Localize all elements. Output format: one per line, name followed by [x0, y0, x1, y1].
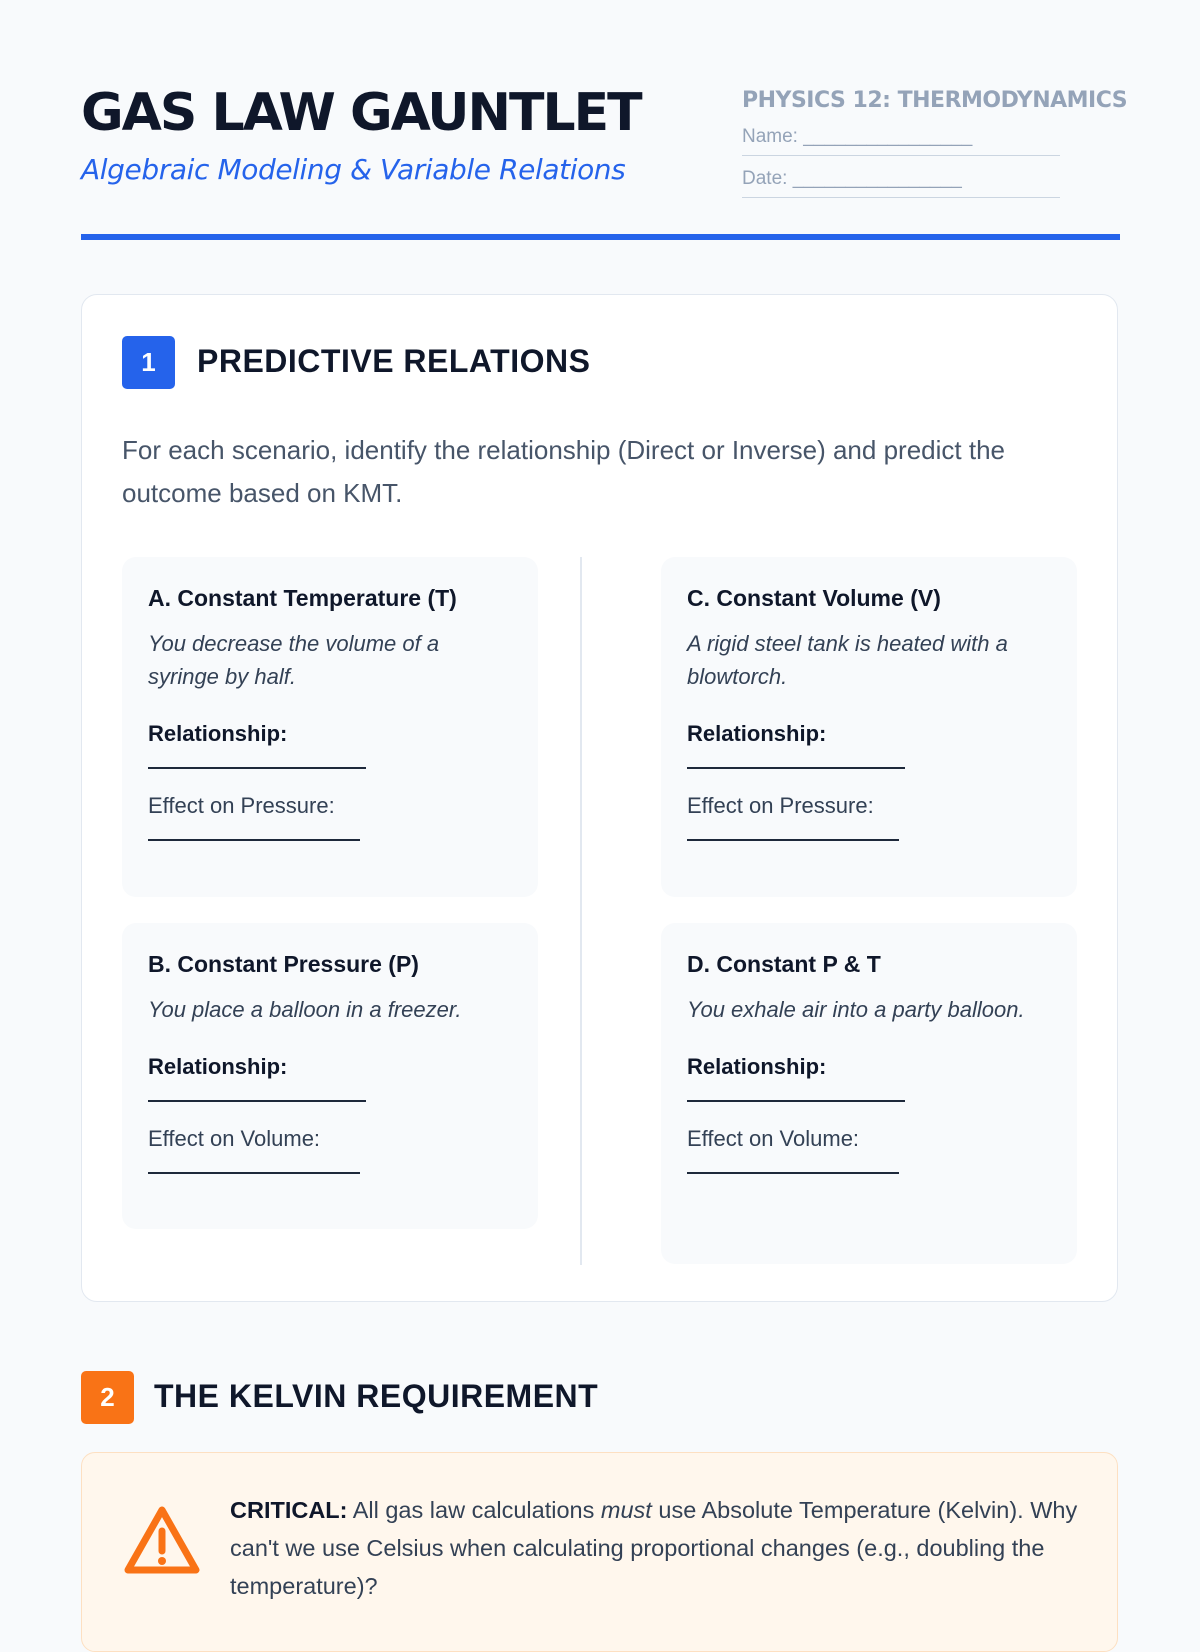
alert-text	[230, 1491, 1080, 1605]
name-field[interactable]: Name: ________________	[742, 124, 1060, 156]
kelvin-alert-box	[81, 1452, 1118, 1652]
scenario-card-b	[122, 923, 538, 1229]
scenario-description: A rigid steel tank is heated with a blowtorch.	[687, 631, 1008, 689]
relationship-answer-blank[interactable]	[148, 749, 366, 769]
alert-emphasis: must	[600, 1497, 652, 1523]
scenario-card-a	[122, 557, 538, 897]
effect-answer-blank[interactable]	[148, 821, 360, 841]
course-label: PHYSICS 12: THERMODYNAMICS	[742, 88, 1128, 113]
relationship-label: Relationship:	[148, 721, 288, 746]
relationship-answer-blank[interactable]	[687, 1082, 905, 1102]
section-number-badge: 2	[81, 1371, 134, 1424]
scenario-description: You place a balloon in a freezer.	[148, 997, 462, 1022]
effect-answer-blank[interactable]	[148, 1154, 360, 1174]
section-predictive-relations	[81, 294, 1118, 1302]
section-title: THE KELVIN REQUIREMENT	[154, 1378, 599, 1414]
effect-label: Effect on Pressure:	[148, 793, 335, 818]
alert-text-after: use Absolute Temperature (Kelvin). Why can't we use Celsius when calculating proportional changes (e.g., doubling the temperature)?	[230, 1497, 1078, 1599]
scenario-title: B. Constant Pressure (P)	[148, 951, 419, 977]
section-instructions: For each scenario, identify the relationship (Direct or Inverse) and predict the outcome based on KMT.	[122, 435, 1005, 508]
effect-answer-blank[interactable]	[687, 1154, 899, 1174]
scenario-title: C. Constant Volume (V)	[687, 585, 941, 611]
effect-label: Effect on Pressure:	[687, 793, 874, 818]
effect-label: Effect on Volume:	[148, 1126, 321, 1151]
relationship-label: Relationship:	[687, 721, 827, 746]
section-title: PREDICTIVE RELATIONS	[197, 343, 591, 379]
scenario-card-c	[661, 557, 1077, 897]
worksheet-subtitle: Algebraic Modeling & Variable Relations	[81, 153, 626, 186]
relationship-label: Relationship:	[687, 1054, 827, 1079]
alert-text-before: All gas law calculations	[352, 1497, 595, 1523]
effect-label: Effect on Volume:	[687, 1126, 860, 1151]
column-divider	[580, 557, 582, 1265]
scenario-title: A. Constant Temperature (T)	[148, 585, 457, 611]
worksheet-header	[81, 0, 1128, 244]
effect-answer-blank[interactable]	[687, 821, 899, 841]
scenario-description: You exhale air into a party balloon.	[687, 997, 1025, 1022]
date-field[interactable]: Date: ________________	[742, 166, 1060, 198]
relationship-label: Relationship:	[148, 1054, 288, 1079]
relationship-answer-blank[interactable]	[148, 1082, 366, 1102]
scenario-card-d	[661, 923, 1077, 1264]
scenario-title: D. Constant P & T	[687, 951, 881, 977]
relationship-answer-blank[interactable]	[687, 749, 905, 769]
warning-icon	[124, 1505, 200, 1575]
section-number-badge: 1	[122, 336, 175, 389]
worksheet-page	[81, 0, 1128, 1599]
critical-label: CRITICAL:	[230, 1497, 348, 1523]
worksheet-title: GAS LAW GAUNTLET	[81, 83, 641, 143]
scenario-description: You decrease the volume of a syringe by half.	[148, 631, 440, 689]
header-divider	[81, 234, 1120, 240]
